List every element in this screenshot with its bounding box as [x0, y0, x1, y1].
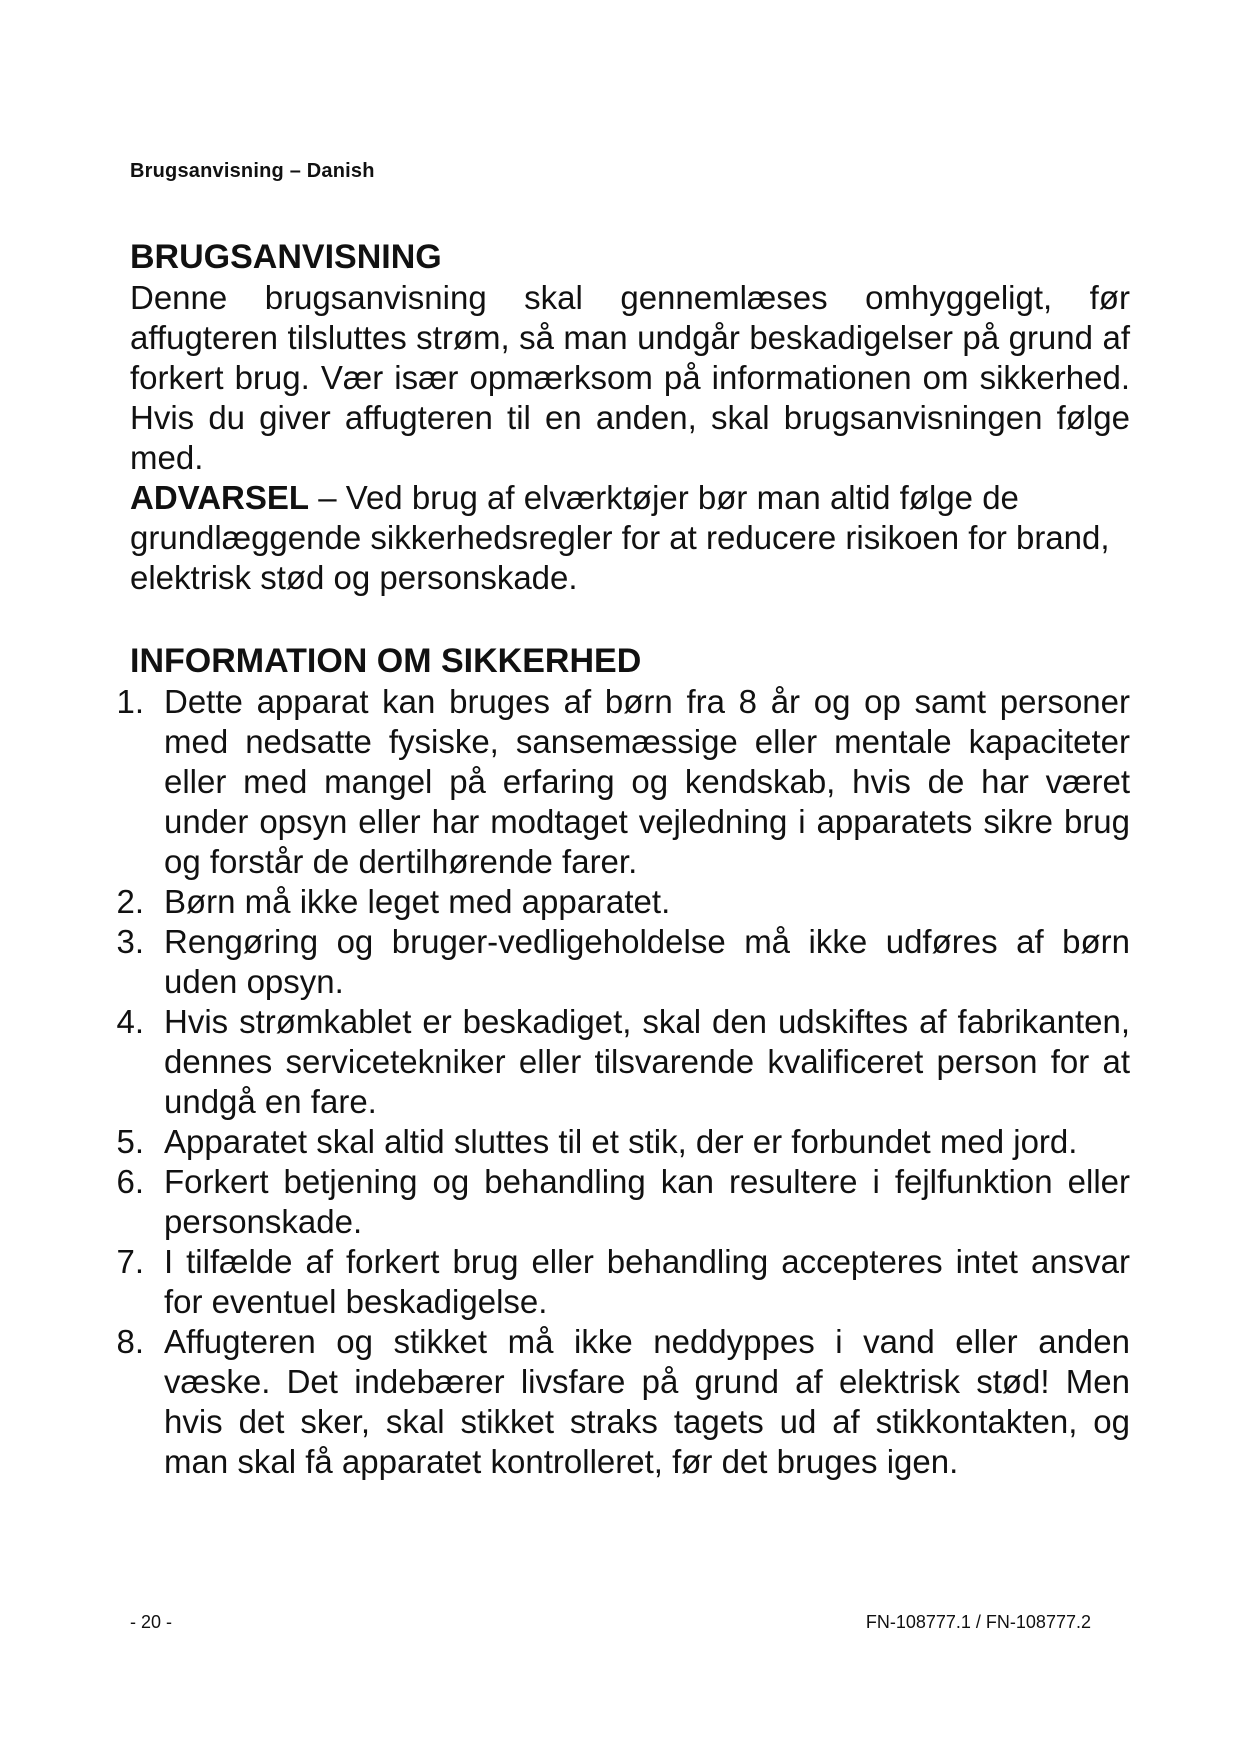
list-item — [116, 1322, 1130, 1482]
document-header-label: Brugsanvisning – Danish — [130, 160, 375, 182]
section-spacer — [130, 598, 1130, 640]
list-item — [116, 882, 1130, 922]
model-number: FN-108777.1 / FN-108777.2 — [865, 1612, 1091, 1632]
warning-paragraph — [130, 478, 1130, 598]
list-item-number: 4. — [116, 1003, 144, 1040]
list-item — [116, 1162, 1130, 1242]
manual-title: BRUGSANVISNING — [130, 238, 442, 276]
list-item-number: 5. — [116, 1123, 144, 1160]
warning-label: ADVARSEL — [130, 479, 310, 516]
list-item-text: Rengøring og bruger-vedligeholdelse må ikke udføres af børn uden opsyn. — [164, 923, 1130, 1000]
page-number: - 20 - — [130, 1612, 173, 1632]
list-item-number: 7. — [116, 1243, 144, 1280]
list-item-text: Børn må ikke leget med apparatet. — [164, 883, 671, 920]
intro-paragraph: Denne brugsanvisning skal gennemlæses omhyggeligt, før affugteren tilsluttes strøm, så man undgår beskadigelser på grund af forkert brug. Vær især opmærksom på informationen om sikkerhed. Hvis du giver affugteren til en anden, skal brugsanvisningen følge med. — [130, 279, 1130, 476]
list-item-number: 6. — [116, 1163, 144, 1200]
list-item-text: Apparatet skal altid sluttes til et stik, der er forbundet med jord. — [164, 1123, 1078, 1160]
list-item — [116, 1002, 1130, 1122]
list-item — [116, 922, 1130, 1002]
list-item-text: Dette apparat kan bruges af børn fra 8 år og op samt personer med nedsatte fysiske, sansemæssige eller mentale kapaciteter eller med mangel på erfaring og kendskab, hvis de har været under opsyn eller har modtaget vejledning i apparatets sikre brug og forstår de dertilhørende farer. — [164, 683, 1130, 880]
list-item-text: I tilfælde af forkert brug eller behandling accepteres intet ansvar for eventuel beskadigelse. — [164, 1243, 1130, 1320]
warning-text: – Ved brug af elværktøjer bør man altid følge de grundlæggende sikkerhedsregler for at reducere risikoen for brand, elektrisk stød og personskade. — [130, 479, 1110, 596]
list-item-text: Affugteren og stikket må ikke neddyppes i vand eller anden væske. Det indebærer livsfare på grund af elektrisk stød! Men hvis det sker, skal stikket straks tagets ud af stikkontakten, og man skal få apparatet kontrolleret, før det bruges igen. — [164, 1323, 1130, 1480]
list-item-number: 8. — [116, 1323, 144, 1360]
list-item-number: 2. — [116, 883, 144, 920]
list-item-text: Hvis strømkablet er beskadiget, skal den udskiftes af fabrikanten, dennes servicetekniker eller tilsvarende kvalificeret person for at undgå en fare. — [164, 1003, 1130, 1120]
safety-list — [116, 682, 1130, 1482]
safety-section-title: INFORMATION OM SIKKERHED — [130, 642, 642, 680]
list-item-number: 1. — [116, 683, 144, 720]
list-item — [116, 1122, 1130, 1162]
list-item-number: 3. — [116, 923, 144, 960]
list-item-text: Forkert betjening og behandling kan resultere i fejlfunktion eller personskade. — [164, 1163, 1130, 1240]
document-body — [116, 236, 1130, 1482]
list-item — [116, 1242, 1130, 1322]
list-item — [116, 682, 1130, 882]
